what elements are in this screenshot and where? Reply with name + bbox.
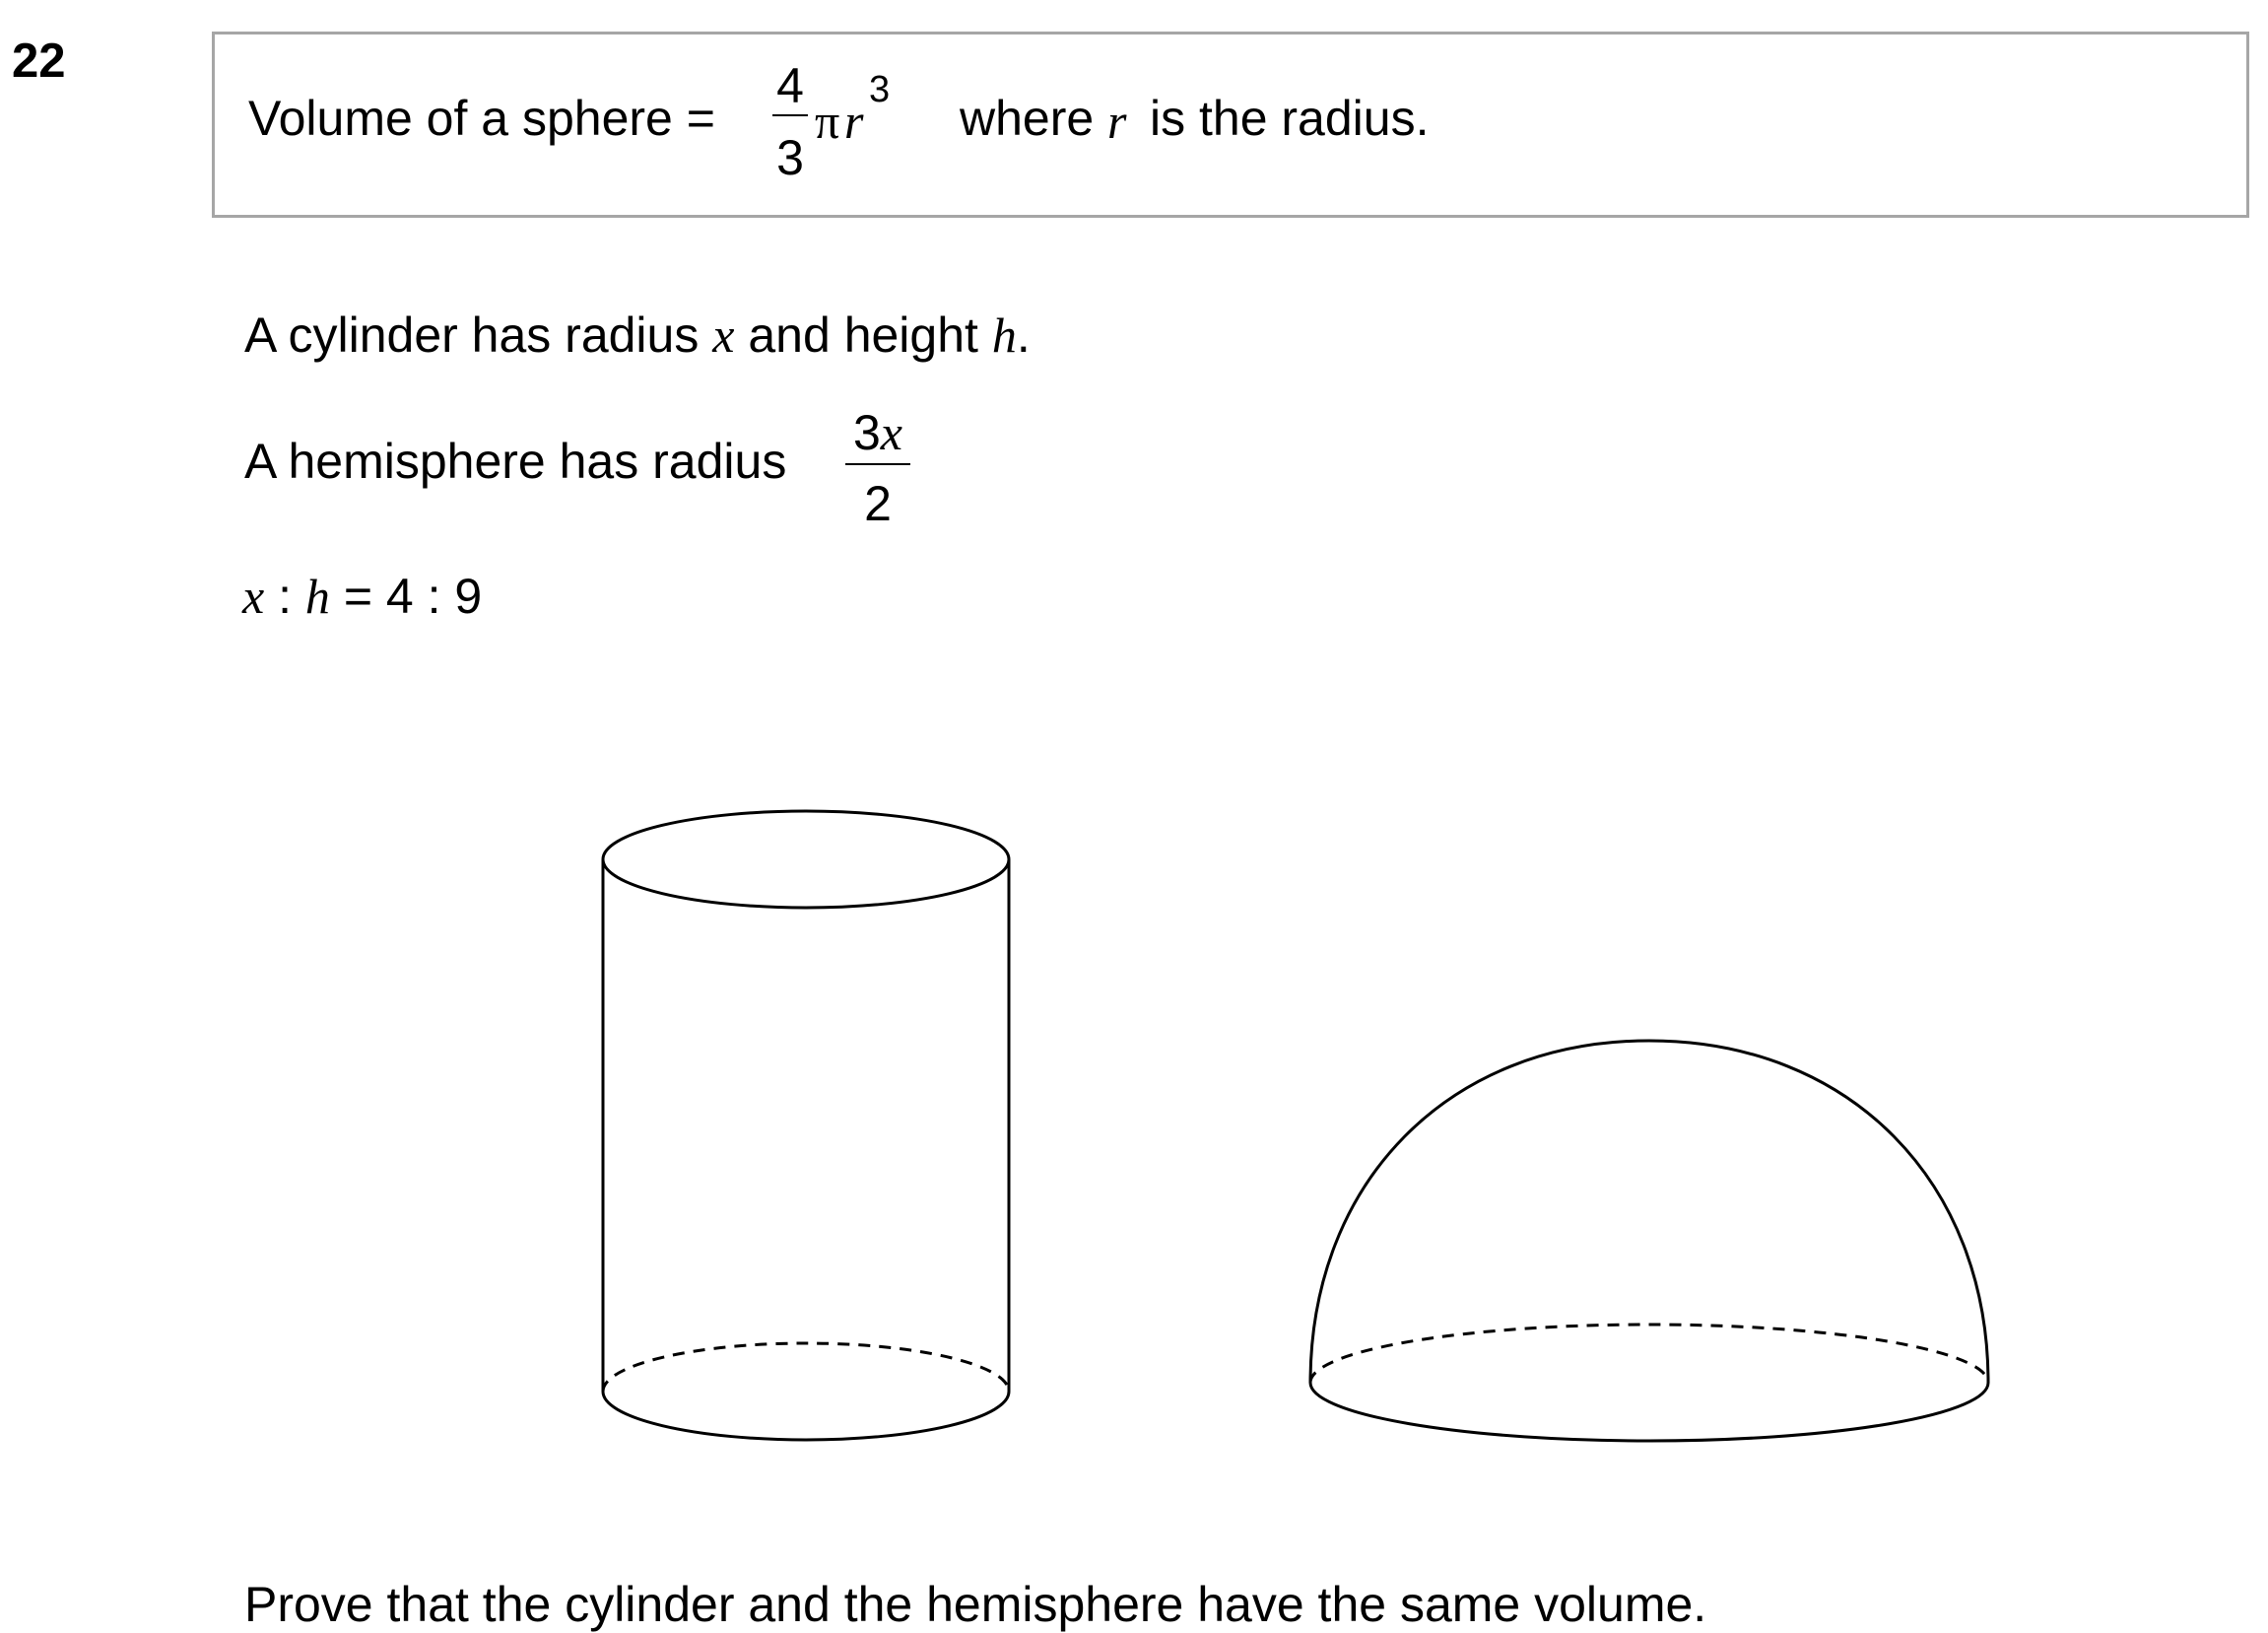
- cylinder-var-x: x: [712, 307, 735, 363]
- cylinder-end: .: [1016, 307, 1031, 363]
- formula-tail-text: is the radius.: [1150, 91, 1430, 146]
- ratio-h: h: [304, 569, 330, 624]
- ratio-colon: :: [278, 569, 293, 624]
- hemisphere-frac-denominator: 2: [864, 476, 892, 531]
- hemisphere-statement: A hemisphere has radius: [244, 434, 787, 489]
- cylinder-bottom-back-arc: [603, 1343, 1009, 1392]
- hemisphere-diagram: [1310, 1041, 1988, 1441]
- hemisphere-numerator-coef: 3: [852, 405, 881, 460]
- ratio-x: x: [242, 569, 265, 624]
- hemisphere-numerator-var: x: [880, 405, 902, 460]
- hemisphere-base-front-arc: [1310, 1383, 1988, 1441]
- formula-where-var: r: [1107, 94, 1127, 149]
- cylinder-mid: and height: [748, 307, 978, 363]
- cylinder-bottom-front-arc: [603, 1392, 1009, 1440]
- formula-lead-text: Volume of a sphere =: [248, 91, 715, 146]
- formula-exponent: 3: [869, 69, 891, 110]
- formula-pi: π: [815, 94, 840, 149]
- formula-frac-denominator: 3: [776, 130, 804, 185]
- ratio-rhs: = 4 : 9: [343, 569, 483, 624]
- cylinder-lead: A cylinder has radius: [244, 307, 700, 363]
- cylinder-diagram: [603, 811, 1009, 1440]
- formula-frac-numerator: 4: [776, 58, 804, 113]
- hemisphere-dome: [1310, 1041, 1988, 1383]
- hemisphere-base-back-arc: [1310, 1325, 1988, 1383]
- formula-where-text: where: [960, 91, 1095, 146]
- question-number: 22: [12, 34, 66, 88]
- cylinder-var-h: h: [991, 307, 1017, 363]
- cylinder-top-ellipse: [603, 811, 1009, 908]
- formula-var-r: r: [844, 94, 864, 149]
- task-instruction: Prove that the cylinder and the hemisphere have the same volume.: [244, 1577, 1707, 1632]
